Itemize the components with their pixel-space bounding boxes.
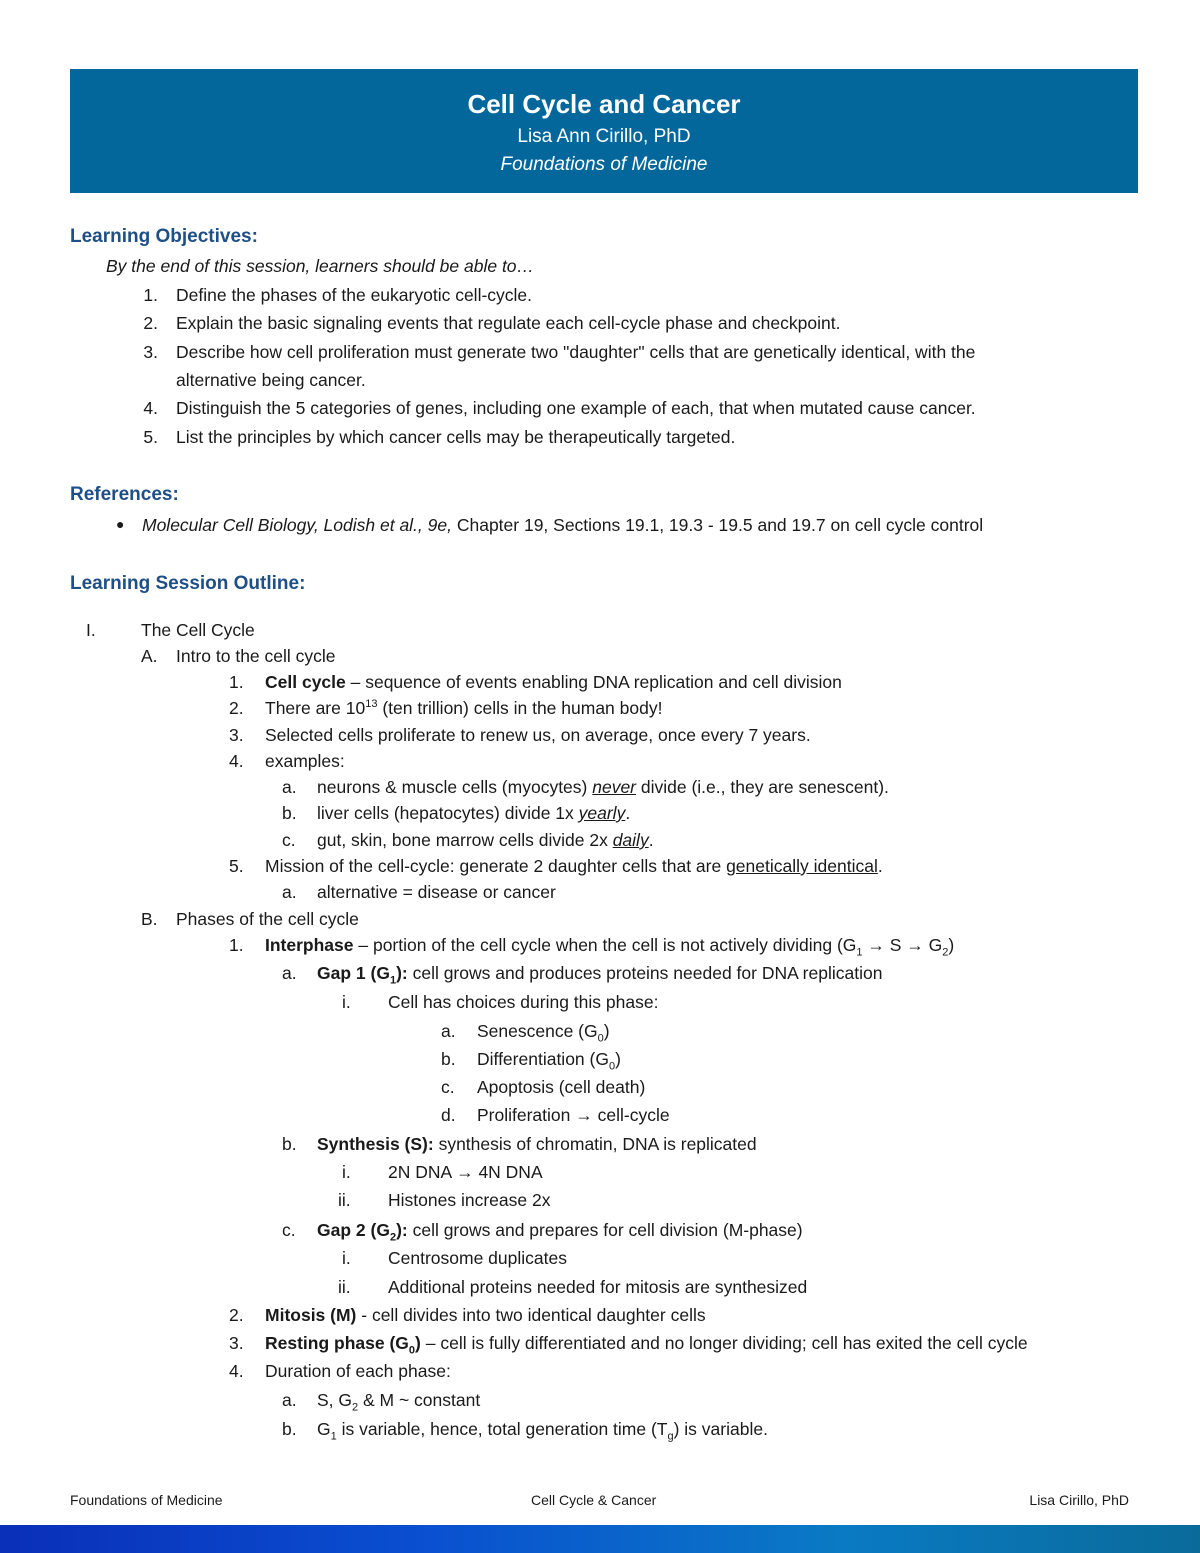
objective-number: 2.	[143, 313, 158, 333]
objective-item: Define the phases of the eukaryotic cell-cycle.	[176, 285, 533, 305]
footer-bar	[0, 1525, 1200, 1553]
objective-number: 4.	[143, 398, 158, 418]
text: ) is variable.	[673, 1419, 768, 1439]
outline-item: Proliferation → cell-cycle	[477, 1105, 670, 1125]
text: liver cells (hepatocytes) divide 1x	[317, 803, 579, 823]
objective-item-continued: alternative being cancer.	[176, 370, 366, 390]
outline-item: The Cell Cycle	[141, 620, 255, 640]
text: .	[877, 856, 883, 876]
reference-detail: Chapter 19, Sections 19.1, 19.3 - 19.5 and 19.7 on cell cycle control	[451, 515, 984, 535]
outline-item	[317, 802, 630, 824]
outline-letter: d.	[441, 1105, 456, 1125]
outline-letter: a.	[282, 963, 297, 983]
outline-number: 1.	[229, 935, 244, 955]
text: - cell divides into two identical daughter cells	[356, 1305, 706, 1325]
outline-item: examples:	[265, 751, 345, 771]
objective-item: List the principles by which cancer cells may be therapeutically targeted.	[176, 427, 736, 447]
outline-item	[265, 1304, 706, 1326]
outline-letter: b.	[282, 1419, 297, 1439]
outline-item: Additional proteins needed for mitosis are synthesized	[388, 1277, 808, 1297]
outline-item	[317, 962, 883, 987]
outline-item	[317, 1389, 481, 1414]
outline-number: 3.	[229, 1333, 244, 1353]
objective-number: 3.	[143, 342, 158, 362]
subscript: 0	[608, 1060, 616, 1073]
outline-letter: a.	[441, 1021, 456, 1041]
objectives-heading: Learning Objectives:	[70, 226, 258, 247]
outline-letter: c.	[282, 1220, 296, 1240]
outline-letter: c.	[441, 1077, 455, 1097]
objective-item: Describe how cell proliferation must generate two "daughter" cells that are genetically identical, with the	[176, 342, 976, 362]
outline-item: Intro to the cell cycle	[176, 646, 336, 666]
term: Gap 2 $(G_2)$:	[317, 1220, 408, 1244]
term: Cell cycle	[265, 672, 346, 692]
text: S, G	[317, 1390, 353, 1410]
outline-item	[317, 776, 889, 798]
objective-item: Distinguish the 5 categories of genes, including one example of each, that when mutated cause cancer.	[176, 398, 976, 418]
term: Gap 1 $(G_1)$:	[317, 963, 408, 987]
outline-item	[265, 934, 955, 959]
footer-left: Foundations of Medicine	[70, 1492, 223, 1508]
text: gut, skin, bone marrow cells divide 2x	[317, 830, 613, 850]
reference-book: Molecular Cell Biology, Lodish et al., 9e,	[142, 515, 452, 535]
outline-item	[265, 697, 662, 719]
outline-item	[265, 671, 842, 693]
outline-item: 2N DNA → 4N DNA	[388, 1162, 543, 1182]
outline-item	[317, 829, 654, 851]
outline-roman: i.	[342, 1162, 351, 1182]
author-name: Lisa Ann Cirillo, PhD	[517, 126, 691, 147]
outline-item	[317, 1133, 757, 1155]
subscript: 2	[352, 1401, 359, 1414]
text: Senescence (G	[477, 1021, 598, 1041]
text: & M ~ constant	[358, 1390, 481, 1410]
outline-item: Cell has choices during this phase:	[388, 992, 659, 1012]
outline-letter: b.	[282, 803, 297, 823]
subscript: 0	[597, 1032, 604, 1045]
outline-letter: a.	[282, 777, 297, 797]
outline-letter: a.	[282, 882, 297, 902]
subscript: 1	[330, 1430, 337, 1443]
header-banner	[70, 69, 1138, 193]
text: Differentiation (G	[477, 1049, 609, 1069]
outline-letter: c.	[282, 830, 296, 850]
superscript: 13	[365, 698, 378, 711]
outline-item	[317, 1219, 803, 1244]
subscript: g	[667, 1430, 674, 1443]
text: cell grows and produces proteins needed for DNA replication	[407, 963, 883, 983]
footer-center: Cell Cycle & Cancer	[531, 1492, 657, 1508]
outline-item	[477, 1020, 610, 1045]
emphasis: yearly	[578, 803, 626, 823]
outline-number: 3.	[229, 725, 244, 745]
objectives-intro: By the end of this session, learners should be able to…	[106, 256, 535, 276]
objective-number: 1.	[143, 285, 158, 305]
outline-number: 4.	[229, 1361, 244, 1381]
subscript: 2	[942, 946, 949, 959]
outline-item: Phases of the cell cycle	[176, 909, 359, 929]
document-title: Cell Cycle and Cancer	[467, 89, 741, 119]
outline-number: 4.	[229, 751, 244, 771]
text: → S → G	[862, 935, 943, 955]
text: There are 10	[265, 698, 366, 718]
text: neurons & muscle cells (myocytes)	[317, 777, 593, 797]
outline-item	[265, 1332, 1028, 1357]
outline-item	[477, 1048, 621, 1073]
text: .	[625, 803, 631, 823]
course-name: Foundations of Medicine	[500, 154, 708, 175]
emphasis: daily	[612, 830, 649, 850]
outline-number: 2.	[229, 1305, 244, 1325]
term: Synthesis (S):	[317, 1134, 434, 1154]
outline-item: alternative = disease or cancer	[317, 882, 556, 902]
emphasis: never	[592, 777, 637, 797]
reference-item	[142, 514, 983, 536]
outline-item: Apoptosis (cell death)	[477, 1077, 646, 1097]
objective-number: 5.	[143, 427, 158, 447]
outline-roman: i.	[342, 992, 351, 1012]
outline-number: 2.	[229, 698, 244, 718]
term: Resting phase $(G_0)$	[265, 1333, 421, 1357]
outline-number: A.	[141, 646, 158, 666]
text: .	[648, 830, 654, 850]
text: cell grows and prepares for cell division (M-phase)	[407, 1220, 803, 1240]
term: Interphase	[265, 935, 354, 955]
outline-item: Duration of each phase:	[265, 1361, 451, 1381]
outline-number: 5.	[229, 856, 244, 876]
text: (ten trillion) cells in the human body!	[377, 698, 663, 718]
text: )	[948, 935, 955, 955]
outline-item: Selected cells proliferate to renew us, on average, once every 7 years.	[265, 725, 811, 745]
outline-letter: b.	[282, 1134, 297, 1154]
outline-letter: a.	[282, 1390, 297, 1410]
text: divide (i.e., they are senescent).	[636, 777, 889, 797]
text: Mission of the cell-cycle: generate 2 daughter cells that are	[265, 856, 727, 876]
text: G	[317, 1419, 331, 1439]
objective-item: Explain the basic signaling events that regulate each cell-cycle phase and checkpoint.	[176, 313, 841, 333]
outline-heading: Learning Session Outline:	[70, 573, 306, 594]
text: is variable, hence, total generation time (T	[336, 1419, 668, 1439]
outline-roman: ii.	[338, 1190, 351, 1210]
outline-item: Histones increase 2x	[388, 1190, 551, 1210]
outline-number: 1.	[229, 672, 244, 692]
references-heading: References:	[70, 484, 179, 505]
subscript: 1	[856, 946, 863, 959]
outline-item	[265, 855, 883, 877]
outline-number: B.	[141, 909, 158, 929]
outline-item	[317, 1418, 768, 1443]
text: – cell is fully differentiated and no longer dividing; cell has exited the cell cycle	[420, 1333, 1028, 1353]
footer-right: Lisa Cirillo, PhD	[1029, 1492, 1129, 1508]
text: – sequence of events enabling DNA replication and cell division	[345, 672, 842, 692]
emphasis: genetically identical	[726, 856, 878, 876]
outline-roman: ii.	[338, 1277, 351, 1297]
text: – portion of the cell cycle when the cell is not actively dividing (G	[353, 935, 857, 955]
term: Mitosis (M)	[265, 1305, 357, 1325]
outline-letter: b.	[441, 1049, 456, 1069]
outline-number: I.	[86, 620, 96, 640]
text: )	[615, 1049, 621, 1069]
outline-roman: i.	[342, 1248, 351, 1268]
bullet-icon: ●	[116, 516, 125, 532]
outline-item: Centrosome duplicates	[388, 1248, 567, 1268]
text: synthesis of chromatin, DNA is replicated	[433, 1134, 757, 1154]
text: )	[603, 1021, 610, 1041]
